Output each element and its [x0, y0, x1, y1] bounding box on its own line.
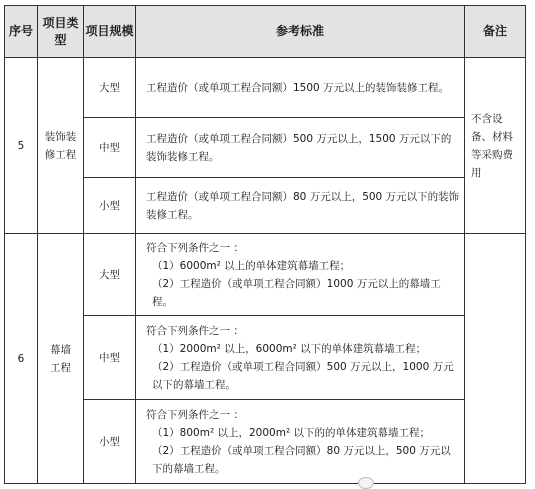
project-type [38, 58, 84, 234]
project-scale: 大型 [84, 234, 136, 316]
criteria-line: （1）2000m² 以上，6000m² 以下的单体建筑幕墙工程； [152, 342, 427, 355]
table-row [5, 58, 526, 118]
table-row [5, 400, 526, 484]
header-no: 序号 [5, 6, 38, 58]
project-type-label: 幕墙工程 [50, 343, 71, 374]
reference-standard-table [4, 5, 526, 484]
criteria-line: 工程造价（或单项工程合同额）80 万元以上，500 万元以下的装饰装修工程。 [146, 190, 460, 221]
table-row [5, 234, 526, 316]
criteria-line: （1）800m² 以上，2000m² 以下的的单体建筑幕墙工程； [152, 426, 430, 439]
criteria-cell [136, 118, 465, 178]
header-row [5, 6, 526, 58]
criteria-cell [136, 58, 465, 118]
note-text: 不含设备、材料等采购费用 [471, 112, 513, 179]
row-number: 5 [5, 58, 38, 234]
criteria-line: （1）6000m² 以上的单体建筑幕墙工程； [152, 259, 351, 272]
criteria-line: 符合下列条件之一 ： [146, 241, 244, 254]
criteria-cell [136, 234, 465, 316]
project-scale: 中型 [84, 118, 136, 178]
criteria-cell [136, 316, 465, 400]
note-cell [465, 234, 526, 484]
project-type-label: 装饰装修工程 [44, 130, 77, 161]
criteria-line: 符合下列条件之一 ： [146, 408, 244, 421]
criteria-cell [136, 400, 465, 484]
table-row [5, 178, 526, 234]
header-note: 备注 [465, 6, 526, 58]
criteria-cell [136, 178, 465, 234]
criteria-line: （2）工程造价（或单项工程合同额）80 万元以上，500 万元以下的幕墙工程。 [152, 444, 451, 475]
header-type: 项目类型 [38, 6, 84, 58]
project-scale: 大型 [84, 58, 136, 118]
criteria-line: 工程造价（或单项工程合同额）500 万元以上，1500 万元以下的装饰装修工程。 [146, 132, 452, 163]
watermark-badge-icon [358, 477, 374, 489]
criteria-line: 符合下列条件之一 ： [146, 324, 244, 337]
note-cell [465, 58, 526, 234]
header-criteria: 参考标准 [136, 6, 465, 58]
project-scale: 中型 [84, 316, 136, 400]
table-row [5, 316, 526, 400]
project-type [38, 234, 84, 484]
criteria-line: 工程造价（或单项工程合同额）1500 万元以上的装饰装修工程。 [146, 81, 450, 94]
criteria-line: （2）工程造价（或单项工程合同额）1000 万元以上的幕墙工程。 [152, 277, 441, 308]
criteria-line: （2）工程造价（或单项工程合同额）500 万元以上，1000 万元以下的幕墙工程。 [152, 360, 454, 391]
project-scale: 小型 [84, 400, 136, 484]
header-scale: 项目规模 [84, 6, 136, 58]
table-row [5, 118, 526, 178]
project-scale: 小型 [84, 178, 136, 234]
row-number: 6 [5, 234, 38, 484]
